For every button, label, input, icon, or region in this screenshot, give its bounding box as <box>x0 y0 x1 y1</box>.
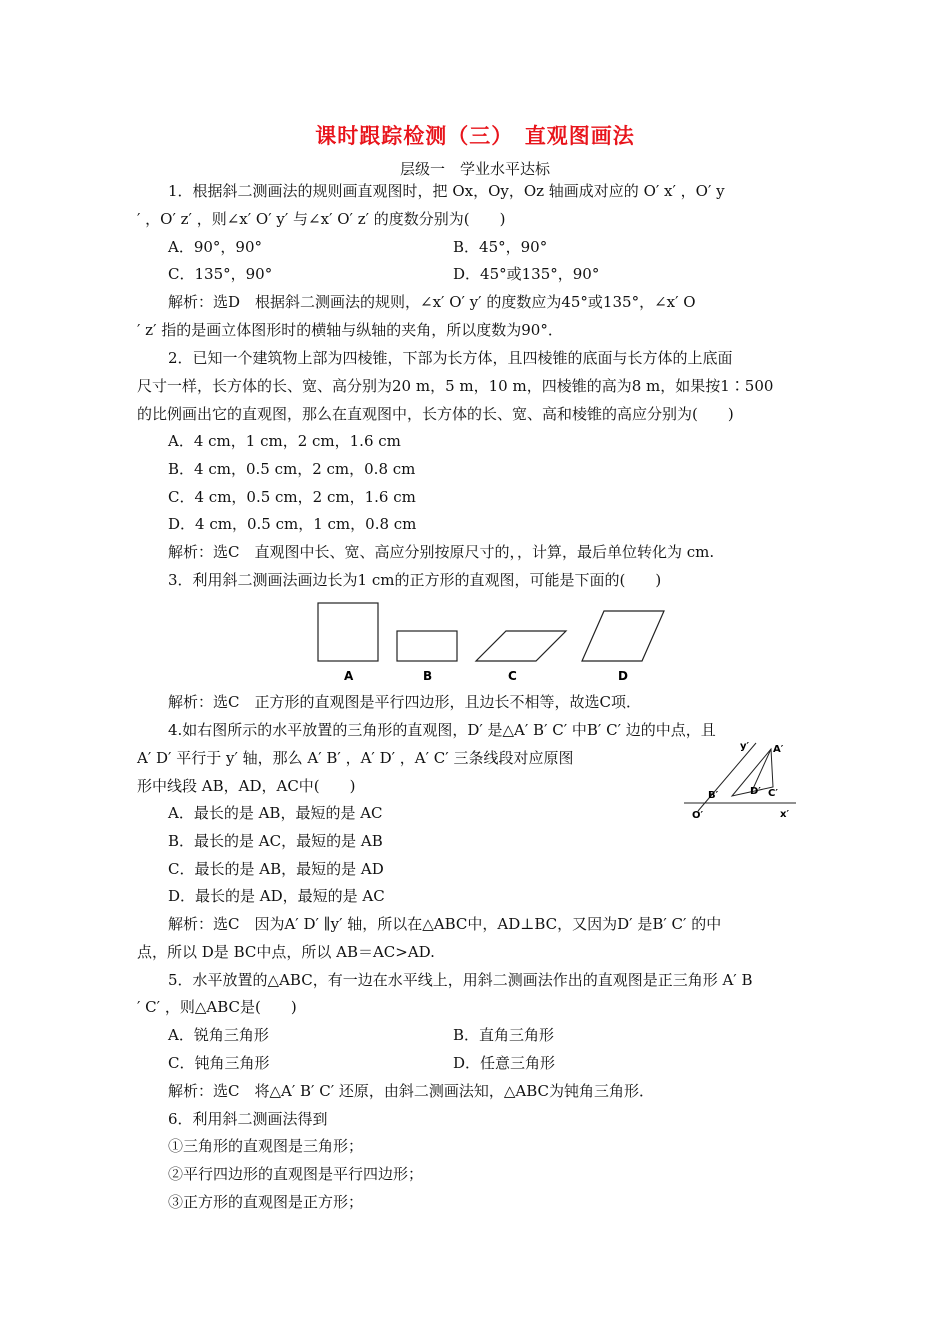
q6-item-3: ③正方形的直观图是正方形； <box>168 1193 364 1211</box>
q1-answer-line1: 解析：选D 根据斜二测画法的规则，∠x′ O′ y′ 的度数应为45°或135°，∠x′ O <box>168 293 696 311</box>
q3-shapes-figure <box>300 596 680 686</box>
label-origin: O′ <box>692 810 704 821</box>
q5-answer: 解析：选C 将△A′ B′ C′ 还原，由斜二测画法知，△ABC为钝角三角形． <box>168 1082 655 1100</box>
q3-stem: 3．利用斜二测画法画边长为1 cm的正方形的直观图，可能是下面的( ) <box>168 571 662 589</box>
q6-item-1: ①三角形的直观图是三角形； <box>168 1137 364 1155</box>
q2-option-c: C．4 cm，0.5 cm，2 cm，1.6 cm <box>168 488 416 506</box>
q4-answer-line1: 解析：选C 因为A′ D′ ∥y′ 轴，所以在△ABC中，AD⊥BC，又因为D′ 是B′ C′ 的中 <box>168 915 722 933</box>
q1-option-c: C．135°，90° <box>168 265 273 283</box>
median-a-d <box>752 749 771 791</box>
q2-option-b: B．4 cm，0.5 cm，2 cm，0.8 cm <box>168 460 416 478</box>
q1-option-a: A．90°，90° <box>168 238 263 256</box>
shape-a-square <box>318 603 378 661</box>
q2-option-a: A．4 cm，1 cm，2 cm，1.6 cm <box>168 432 401 450</box>
shape-c-parallelogram <box>476 631 566 661</box>
q2-stem-line1: 2．已知一个建筑物上部为四棱锥，下部为长方体，且四棱锥的底面与长方体的上底面 <box>168 349 733 367</box>
q6-item-2: ②平行四边形的直观图是平行四边形； <box>168 1165 424 1183</box>
q4-triangle-figure <box>680 735 810 827</box>
q5-stem-line2: ′ C′ ，则△ABC是( ) <box>137 998 297 1016</box>
q5-option-a: A．锐角三角形 <box>168 1026 269 1044</box>
label-point-b: B′ <box>708 790 719 801</box>
shape-b-rectangle <box>397 631 457 661</box>
q4-stem-line3: 形中线段 AB，AD，AC中( ) <box>137 777 356 795</box>
label-y-axis: y′ <box>740 741 750 752</box>
q2-stem-line2: 尺寸一样，长方体的长、宽、高分别为20 m，5 m，10 m，四棱锥的高为8 m，如果按1∶500 <box>137 377 774 395</box>
q4-stem-line2: A′ D′ 平行于 y′ 轴，那么 A′ B′ ，A′ D′ ，A′ C′ 三条线段对应原图 <box>137 749 574 767</box>
section-subtitle: 层级一 学业水平达标 <box>399 160 550 178</box>
q2-option-d: D．4 cm，0.5 cm，1 cm，0.8 cm <box>168 515 417 533</box>
label-point-d: D′ <box>750 786 761 797</box>
label-point-a: A′ <box>773 744 784 755</box>
q4-option-c: C．最长的是 AB，最短的是 AD <box>168 860 384 878</box>
q4-option-b: B．最长的是 AC，最短的是 AB <box>168 832 383 850</box>
q3-answer: 解析：选C 正方形的直观图是平行四边形，且边长不相等，故选C项． <box>168 693 641 711</box>
q1-stem-line1: 1．根据斜二测画法的规则画直观图时，把 Ox，Oy，Oz 轴画成对应的 O′ x′ ，O′ y <box>168 182 725 200</box>
q5-stem-line1: 5．水平放置的△ABC，有一边在水平线上，用斜二测画法作出的直观图是正三角形 A′ B <box>168 971 753 989</box>
q4-option-a: A．最长的是 AB，最短的是 AC <box>168 804 383 822</box>
page-title: 课时跟踪检测（三） 直观图画法 <box>315 123 635 148</box>
q4-option-d: D．最长的是 AD，最短的是 AC <box>168 887 385 905</box>
shape-b-label: B <box>423 669 433 683</box>
label-x-axis: x′ <box>780 809 790 820</box>
q1-answer-line2: ′ z′ 指的是画立体图形时的横轴与纵轴的夹角，所以度数为90°． <box>137 321 563 339</box>
q5-option-d: D．任意三角形 <box>453 1054 556 1072</box>
q6-stem: 6．利用斜二测画法得到 <box>168 1110 328 1128</box>
q5-option-b: B．直角三角形 <box>453 1026 555 1044</box>
shape-d-label: D <box>618 669 628 683</box>
shape-a-label: A <box>344 669 354 683</box>
q2-answer: 解析：选C 直观图中长、宽、高应分别按原尺寸的，，计算，最后单位转化为 cm. <box>168 543 715 561</box>
q1-option-b: B．45°，90° <box>453 238 548 256</box>
label-point-c: C′ <box>768 788 778 799</box>
q4-answer-line2: 点，所以 D是 BC中点，所以 AB＝AC>AD. <box>137 943 435 961</box>
q4-stem-line1: 4.如右图所示的水平放置的三角形的直观图，D′ 是△A′ B′ C′ 中B′ C′ 边的中点，且 <box>168 721 716 739</box>
q5-option-c: C．钝角三角形 <box>168 1054 270 1072</box>
q2-stem-line3: 的比例画出它的直观图，那么在直观图中，长方体的长、宽、高和棱锥的高应分别为( ) <box>137 405 734 423</box>
shape-d-rhombus <box>582 611 664 661</box>
shape-c-label: C <box>508 669 517 683</box>
q1-option-d: D．45°或135°，90° <box>453 265 600 283</box>
q1-stem-line2: ′ ，O′ z′ ，则∠x′ O′ y′ 与∠x′ O′ z′ 的度数分别为( ) <box>137 210 506 228</box>
